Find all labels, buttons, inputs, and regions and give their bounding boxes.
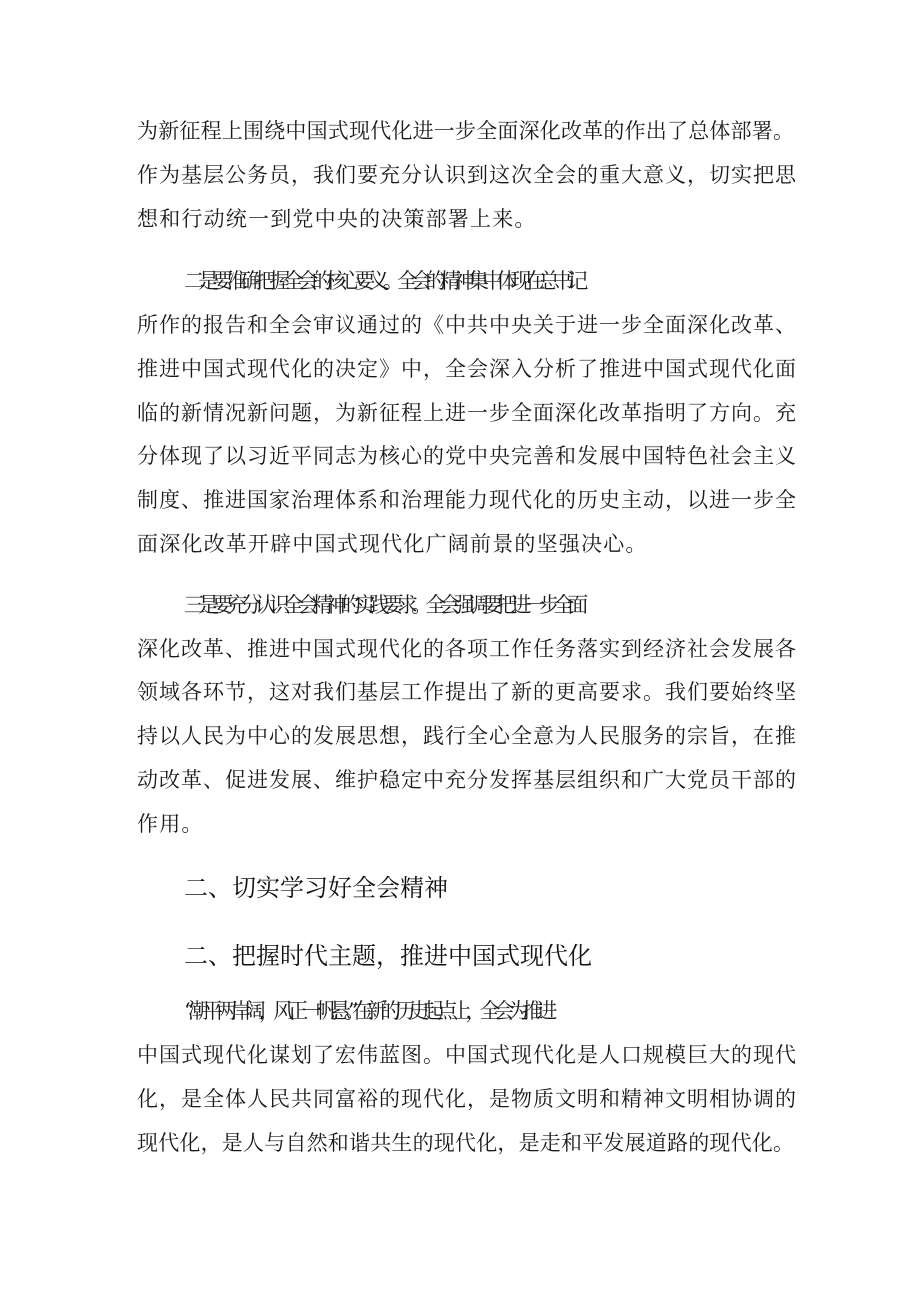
paragraph-3-line-6: 作用。 <box>137 812 204 836</box>
paragraph-2-line-2: 所作的报告和全会审议通过的《中共中央关于进一步全面深化改革、 <box>137 313 797 337</box>
paragraph-3-line-5: 动改革、促进发展、维护稳定中充分发挥基层组织和广大党员干部的 <box>137 768 797 792</box>
paragraph-3-line-2: 深化改革、推进中国式现代化的各项工作任务落实到经济社会发展各 <box>137 637 797 661</box>
paragraph-4-line-4: 现代化，是人与自然和谐共生的现代化，是走和平发展道路的现代化。 <box>137 1131 795 1155</box>
paragraph-1-line-3: 想和行动统一到党中央的决策部署上来。 <box>137 207 537 231</box>
paragraph-2-line-3: 推进中国式现代化的决定》中，全会深入分析了推进中国式现代化面 <box>137 357 797 381</box>
paragraph-4-line-3: 化，是全体人民共同富裕的现代化，是物质文明和精神文明相协调的 <box>137 1087 797 1111</box>
paragraph-1-line-1: 为新征程上围绕中国式现代化进一步全面深化改革的作出了总体部署。 <box>137 119 795 143</box>
paragraph-2-line-4: 临的新情况新问题，为新征程上进一步全面深化改革指明了方向。充 <box>137 401 797 425</box>
paragraph-2-line-7: 面深化改革开辟中国式现代化广阔前景的坚强决心。 <box>137 532 648 556</box>
paragraph-3-line-3: 领域各环节，这对我们基层工作提出了新的更高要求。我们要始终坚 <box>137 680 797 704</box>
paragraph-3-line-4: 持以人民为中心的发展思想，践行全心全意为人民服务的宗旨，在推 <box>137 724 797 748</box>
paragraph-4-line-2: 中国式现代化谋划了宏伟蓝图。中国式现代化是人口规模巨大的现代 <box>137 1043 797 1067</box>
paragraph-2-line-5: 分体现了以习近平同志为核心的党中央完善和发展中国特色社会主义 <box>137 444 797 468</box>
paragraph-4-line-1: “潮平两岸阔，风正一帆悬。”在新的历史起点上，全会为推进 <box>184 999 551 1023</box>
paragraph-3-line-1: 三是要充分认识全会精神的实践要求。全会强调要把进一步全面 <box>184 593 582 617</box>
paragraph-1-line-2: 作为基层公务员，我们要充分认识到这次全会的重大意义，切实把思 <box>137 163 797 187</box>
section-heading-1: 二、切实学习好全会精神 <box>184 874 448 902</box>
section-heading-2: 二、把握时代主题，推进中国式现代化 <box>184 942 592 970</box>
paragraph-2-line-1: 二是要准确把握全会的核心要义。全会的精神集中体现在总书记 <box>184 269 582 293</box>
paragraph-2-line-6: 制度、推进国家治理体系和治理能力现代化的历史主动，以进一步全 <box>137 488 797 512</box>
